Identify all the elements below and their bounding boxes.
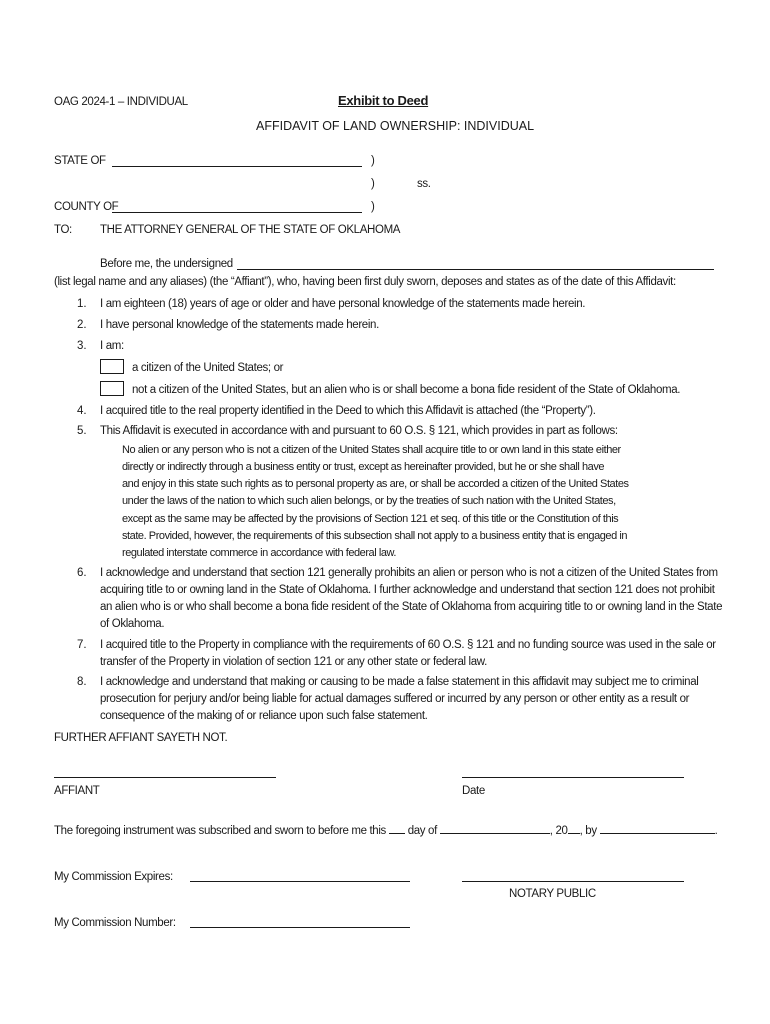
item-number: 2.: [77, 319, 87, 331]
jurat-text: day of: [407, 825, 437, 837]
notary-signature-line[interactable]: [462, 881, 684, 882]
item-8-line: prosecution for perjury and/or being liable for actual damages suffered or incurred by any person or other entity as a result or: [100, 693, 690, 705]
state-label: STATE OF: [54, 155, 106, 167]
item-6-line: of Oklahoma.: [100, 618, 165, 630]
affiant-name-blank[interactable]: [237, 269, 714, 270]
county-label: COUNTY OF: [54, 201, 119, 213]
alien-resident-checkbox[interactable]: [100, 381, 124, 396]
jurat-text: .: [714, 825, 718, 837]
affiant-label: AFFIANT: [54, 785, 100, 797]
item-number: 6.: [77, 567, 87, 579]
alien-option-label: not a citizen of the United States, but an alien who is or shall become a bona fide resident of the State of Oklahoma.: [132, 384, 681, 396]
item-6-line: acquiring title to or owning land in the State of Oklahoma. I further acknowledge and understand that section 121 does not prohibit: [100, 584, 715, 596]
jurat: [54, 823, 717, 838]
month-blank[interactable]: [440, 823, 550, 834]
intro-line-1: Before me, the undersigned: [100, 258, 233, 270]
citizen-option-label: a citizen of the United States; or: [132, 362, 284, 374]
day-blank[interactable]: [389, 823, 405, 834]
page-title: AFFIDAVIT OF LAND OWNERSHIP: INDIVIDUAL: [256, 119, 535, 133]
item-6-line: I acknowledge and understand that section 121 generally prohibits an alien or person who is not a citizen of the United States from: [100, 567, 718, 579]
form-code: OAG 2024-1 – INDIVIDUAL: [54, 96, 188, 108]
exhibit-title: Exhibit to Deed: [338, 93, 429, 108]
quote-line: directly or indirectly through a business entity or trust, except as hereinafter provided, but he or she shall have: [122, 461, 605, 473]
item-5: This Affidavit is executed in accordance with and pursuant to 60 O.S. § 121, which provides in part as follows:: [100, 425, 618, 437]
affiant-name-jurat-blank[interactable]: [600, 823, 715, 834]
recipient: THE ATTORNEY GENERAL OF THE STATE OF OKLAHOMA: [100, 224, 401, 236]
jurat-text: , 20: [549, 825, 568, 837]
commission-number-blank[interactable]: [190, 927, 410, 928]
item-number: 1.: [77, 298, 87, 310]
notary-public-label: NOTARY PUBLIC: [509, 888, 596, 900]
item-number: 7.: [77, 639, 87, 651]
item-4: I acquired title to the real property identified in the Deed to which this Affidavit is attached (the “Property”).: [100, 405, 596, 417]
state-blank[interactable]: [112, 166, 362, 167]
quote-line: except as the same may be affected by the provisions of Section 121 et seq. of this title or the Constitution of this: [122, 513, 619, 525]
quote-line: regulated interstate commerce in accordance with federal law.: [122, 547, 396, 559]
affiant-signature-line[interactable]: [54, 777, 276, 778]
item-number: 5.: [77, 425, 87, 437]
venue-paren: ): [371, 155, 375, 167]
further-affiant: FURTHER AFFIANT SAYETH NOT.: [54, 732, 228, 744]
ss-label: ss.: [417, 178, 431, 190]
item-2: I have personal knowledge of the statements made herein.: [100, 319, 379, 331]
quote-line: state. Provided, however, the requirements of this subsection shall not apply to a business entity that is engaged in: [122, 530, 628, 542]
commission-number-label: My Commission Number:: [54, 917, 176, 929]
item-3: I am:: [100, 340, 124, 352]
item-number: 8.: [77, 676, 87, 688]
commission-expires-blank[interactable]: [190, 881, 410, 882]
to-label: TO:: [54, 224, 72, 236]
item-1: I am eighteen (18) years of age or older and have personal knowledge of the statements made herein.: [100, 298, 586, 310]
quote-line: and enjoy in this state such rights as to personal property as are, or shall be accorded a citizen of the United States: [122, 478, 629, 490]
quote-line: No alien or any person who is not a citizen of the United States shall acquire title to or own land in this state either: [122, 444, 621, 456]
jurat-text: , by: [579, 825, 597, 837]
item-number: 4.: [77, 405, 87, 417]
quote-line: under the laws of the nation to which such alien belongs, or by the treaties of such nation with the United States,: [122, 495, 616, 507]
year-blank[interactable]: [568, 823, 580, 834]
item-7-line: I acquired title to the Property in compliance with the requirements of 60 O.S. § 121 and no funding source was used in the sale or: [100, 639, 716, 651]
item-6-line: an alien who is or who shall become a bona fide resident of the State of Oklahoma from acquiring title to or owning land in the State: [100, 601, 723, 613]
venue-paren: ): [371, 201, 375, 213]
item-8-line: consequence of the making of or reliance upon such false statement.: [100, 710, 428, 722]
item-8-line: I acknowledge and understand that making or causing to be made a false statement in this affidavit may subject me to criminal: [100, 676, 699, 688]
venue-paren: ): [371, 178, 375, 190]
item-7-line: transfer of the Property in violation of section 121 or any other state or federal law.: [100, 656, 487, 668]
date-label: Date: [462, 785, 485, 797]
date-signature-line[interactable]: [462, 777, 684, 778]
jurat-text: The foregoing instrument was subscribed and sworn to before me this: [54, 825, 386, 837]
commission-expires-label: My Commission Expires:: [54, 871, 173, 883]
intro-line-2: (list legal name and any aliases) (the “Affiant”), who, having been first duly sworn, deposes and states as of the date of this Affidavit:: [54, 276, 676, 288]
item-number: 3.: [77, 340, 87, 352]
county-blank[interactable]: [112, 212, 362, 213]
citizen-checkbox[interactable]: [100, 359, 124, 374]
